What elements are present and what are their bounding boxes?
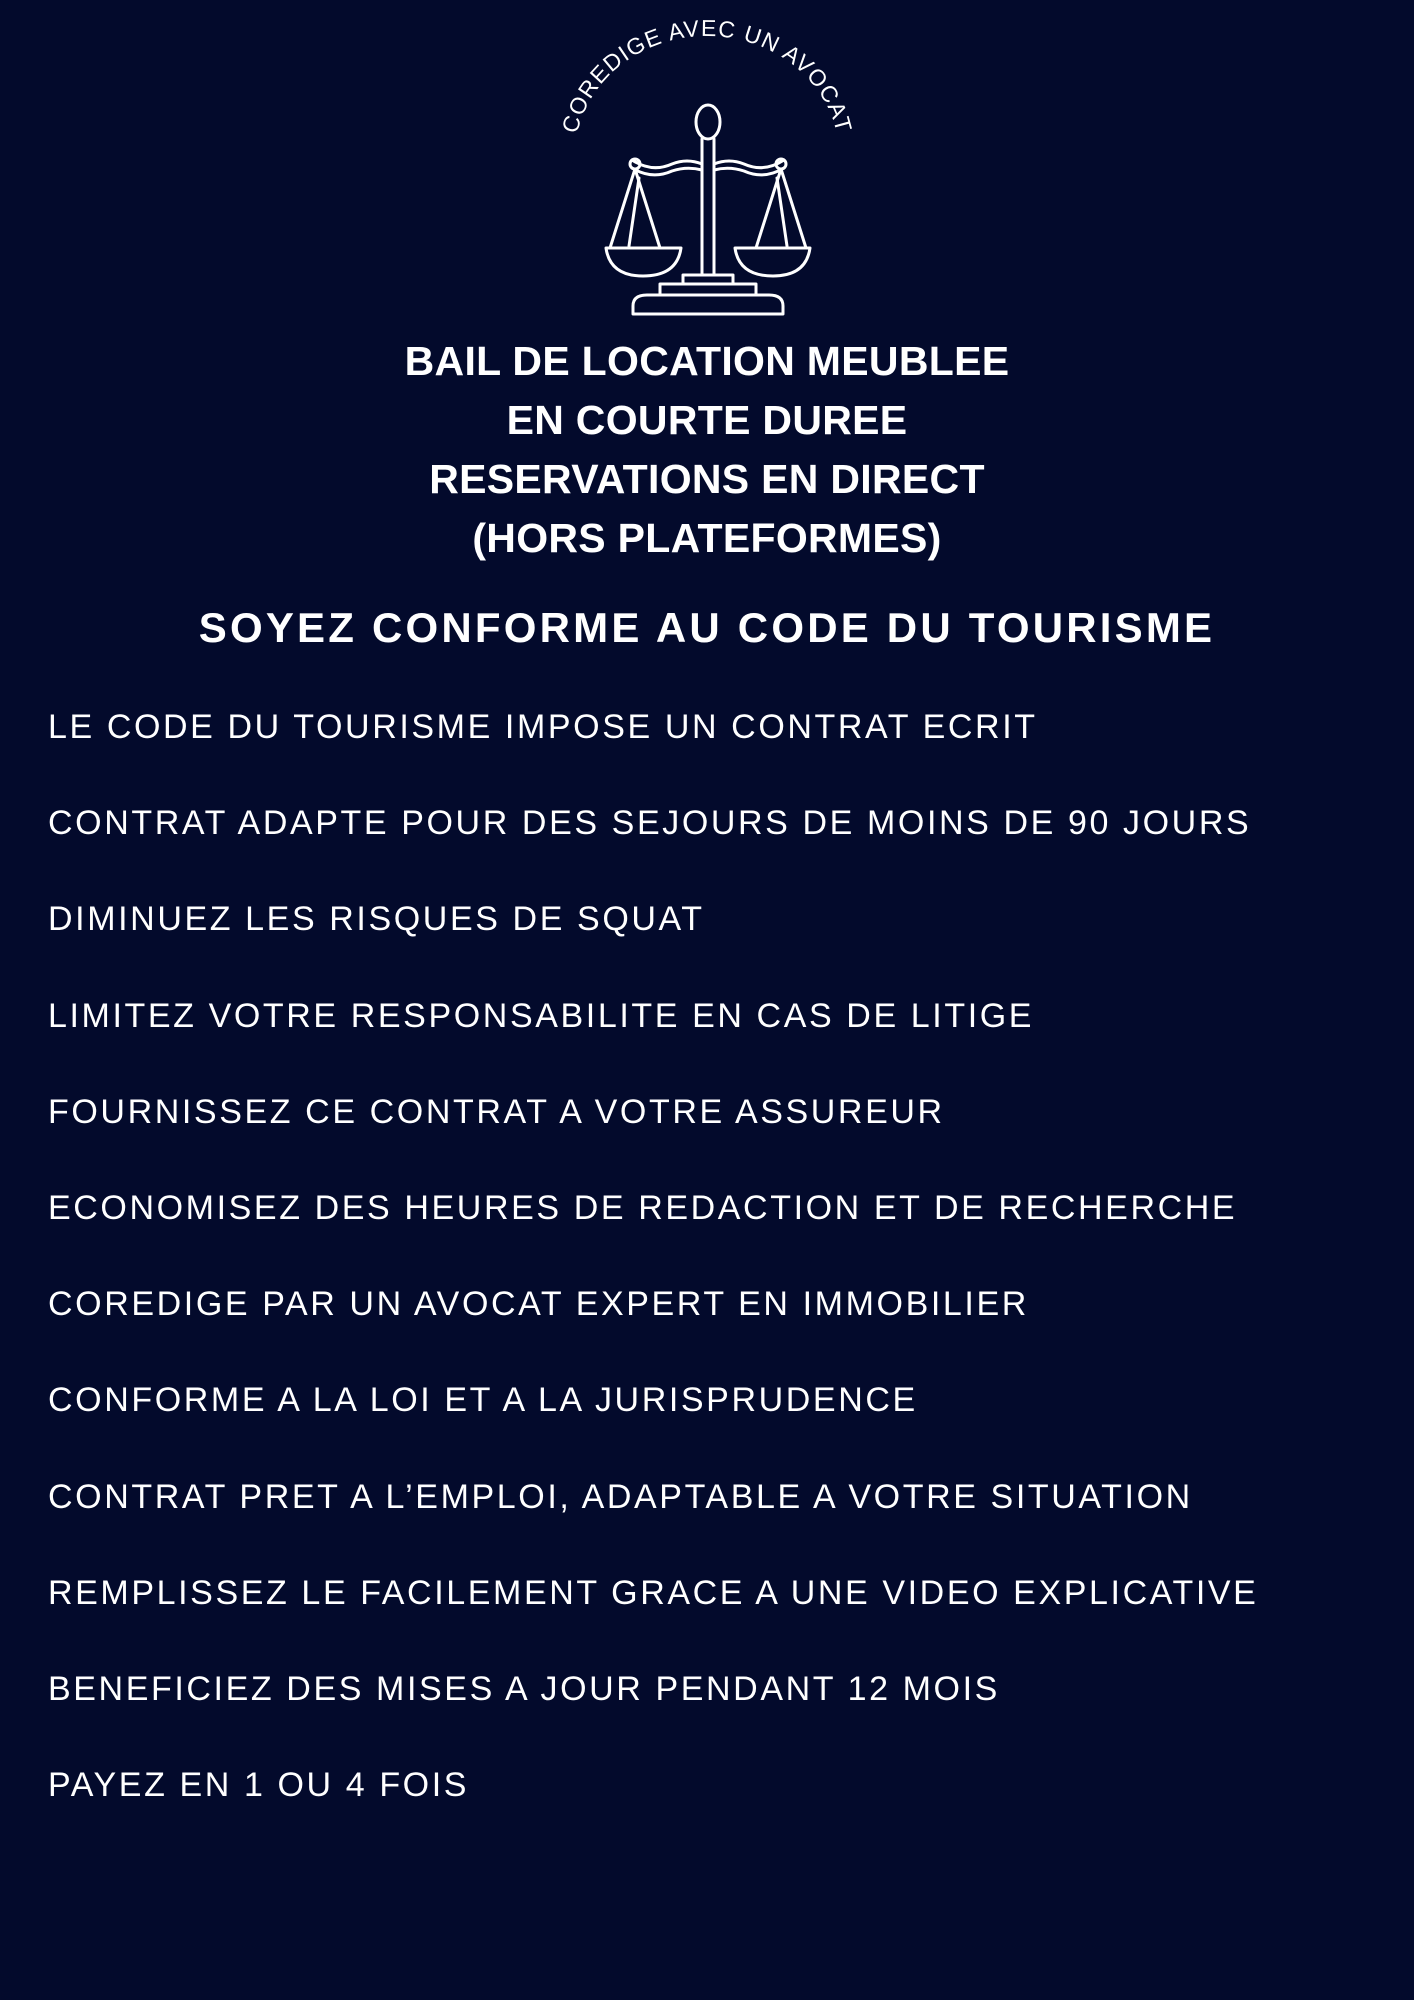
feature-item: REMPLISSEZ LE FACILEMENT GRACE A UNE VIDEO EXPLICATIVE xyxy=(48,1573,1259,1612)
feature-item: PAYEZ EN 1 OU 4 FOIS xyxy=(48,1766,470,1805)
feature-item: BENEFICIEZ DES MISES A JOUR PENDANT 12 MOIS xyxy=(48,1669,1000,1708)
document-title xyxy=(0,332,1414,568)
feature-item: CONTRAT ADAPTE POUR DES SEJOURS DE MOINS DE 90 JOURS xyxy=(48,804,1252,843)
title-line: EN COURTE DUREE xyxy=(506,397,908,443)
feature-list xyxy=(48,700,1388,1854)
title-line: (HORS PLATEFORMES) xyxy=(472,515,942,561)
subtitle: SOYEZ CONFORME AU CODE DU TOURISME xyxy=(198,604,1216,651)
feature-item: COREDIGE PAR UN AVOCAT EXPERT EN IMMOBILIER xyxy=(48,1285,1029,1324)
feature-item: CONFORME A LA LOI ET A LA JURISPRUDENCE xyxy=(48,1381,918,1420)
title-line: RESERVATIONS EN DIRECT xyxy=(429,456,985,502)
feature-item: FOURNISSEZ CE CONTRAT A VOTRE ASSUREUR xyxy=(48,1092,945,1131)
feature-item: LIMITEZ VOTRE RESPONSABILITE EN CAS DE LITIGE xyxy=(48,996,1035,1035)
feature-item: DIMINUEZ LES RISQUES DE SQUAT xyxy=(48,900,705,939)
logo xyxy=(557,18,857,318)
feature-item: ECONOMISEZ DES HEURES DE REDACTION ET DE RECHERCHE xyxy=(48,1188,1238,1227)
logo-arc-text: COREDIGE AVEC UN AVOCAT xyxy=(557,18,857,136)
title-line: BAIL DE LOCATION MEUBLEE xyxy=(404,338,1010,384)
scales-of-justice-icon xyxy=(557,18,857,318)
feature-item: CONTRAT PRET A L’EMPLOI, ADAPTABLE A VOTRE SITUATION xyxy=(48,1477,1193,1516)
feature-item: LE CODE DU TOURISME IMPOSE UN CONTRAT ECRIT xyxy=(48,708,1038,746)
